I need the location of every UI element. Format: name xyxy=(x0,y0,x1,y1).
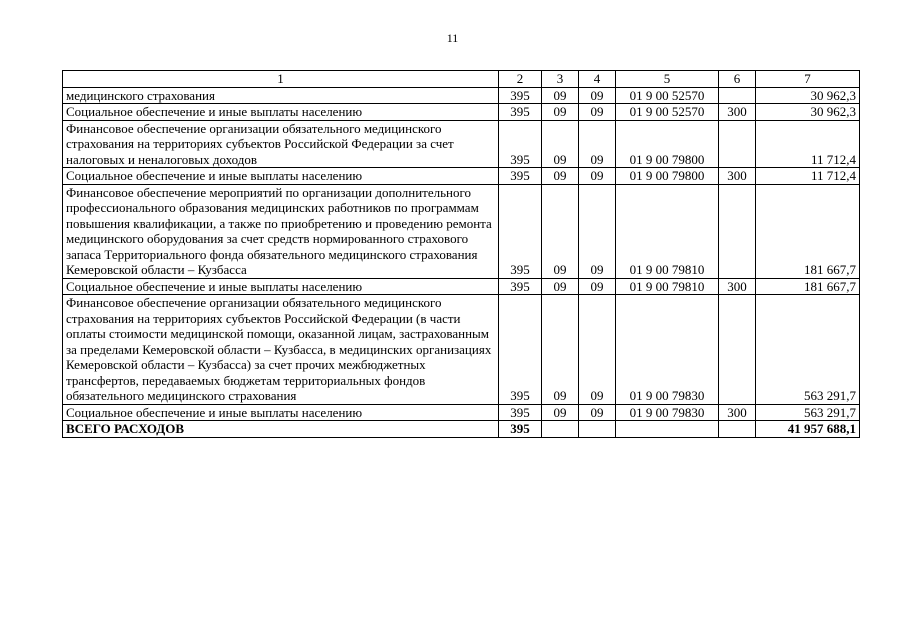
csr-code: 01 9 00 79810 xyxy=(616,278,719,295)
pr-code: 09 xyxy=(579,278,616,295)
csr-code: 01 9 00 79830 xyxy=(616,404,719,421)
column-header: 6 xyxy=(719,71,756,88)
table-row xyxy=(63,168,860,185)
table-row xyxy=(63,87,860,104)
vr-code: 300 xyxy=(719,404,756,421)
expense-name: Финансовое обеспечение мероприятий по организации дополнительного профессионального образования медицинских работников по программам повышения квалификации, а также по приобретению и проведению ремонта медицинского оборудования за счет средств нормированного страхового запаса Территориального фонда обязательного медицинского страхования Кемеровской области – Кузбасса xyxy=(63,184,499,278)
expense-name: Финансовое обеспечение организации обязательного медицинского страхования на территориях субъектов Российской Федерации за счет налоговых и неналоговых доходов xyxy=(63,120,499,168)
pr-code: 09 xyxy=(579,104,616,121)
amount: 181 667,7 xyxy=(756,278,860,295)
total-label: ВСЕГО РАСХОДОВ xyxy=(63,421,499,438)
total-gr-code: 395 xyxy=(499,421,542,438)
rz-code: 09 xyxy=(542,278,579,295)
vr-code: 300 xyxy=(719,168,756,185)
vr-code xyxy=(719,184,756,278)
amount: 11 712,4 xyxy=(756,168,860,185)
rz-code: 09 xyxy=(542,168,579,185)
total-amount: 41 957 688,1 xyxy=(756,421,860,438)
csr-code: 01 9 00 79800 xyxy=(616,168,719,185)
pr-code: 09 xyxy=(579,295,616,405)
rz-code: 09 xyxy=(542,120,579,168)
expense-name: Социальное обеспечение и иные выплаты населению xyxy=(63,278,499,295)
column-header: 5 xyxy=(616,71,719,88)
gr-code: 395 xyxy=(499,404,542,421)
gr-code: 395 xyxy=(499,278,542,295)
pr-code: 09 xyxy=(579,87,616,104)
column-header: 4 xyxy=(579,71,616,88)
empty-cell xyxy=(616,421,719,438)
table-row xyxy=(63,295,860,405)
pr-code: 09 xyxy=(579,120,616,168)
expense-name: Финансовое обеспечение организации обязательного медицинского страхования на территориях субъектов Российской Федерации (в части оплаты стоимости медицинской помощи, оказанной лицам, застрахованным за пределами Кемеровской области – Кузбасса, в медицинских организациях Кемеровской области – Кузбасса) за счет прочих межбюджетных трансфертов, передаваемых бюджетам территориальных фондов обязательного медицинского страхования xyxy=(63,295,499,405)
total-row xyxy=(63,421,860,438)
rz-code: 09 xyxy=(542,404,579,421)
pr-code: 09 xyxy=(579,184,616,278)
vr-code xyxy=(719,120,756,168)
gr-code: 395 xyxy=(499,168,542,185)
rz-code: 09 xyxy=(542,295,579,405)
gr-code: 395 xyxy=(499,120,542,168)
expenditure-table xyxy=(62,70,860,438)
column-header: 1 xyxy=(63,71,499,88)
amount: 11 712,4 xyxy=(756,120,860,168)
table-header-row xyxy=(63,71,860,88)
table-row xyxy=(63,184,860,278)
amount: 181 667,7 xyxy=(756,184,860,278)
table-row xyxy=(63,104,860,121)
rz-code: 09 xyxy=(542,104,579,121)
vr-code xyxy=(719,87,756,104)
vr-code xyxy=(719,295,756,405)
rz-code: 09 xyxy=(542,184,579,278)
gr-code: 395 xyxy=(499,295,542,405)
amount: 30 962,3 xyxy=(756,87,860,104)
amount: 563 291,7 xyxy=(756,404,860,421)
pr-code: 09 xyxy=(579,404,616,421)
vr-code: 300 xyxy=(719,104,756,121)
expense-name: Социальное обеспечение и иные выплаты населению xyxy=(63,168,499,185)
empty-cell xyxy=(542,421,579,438)
rz-code: 09 xyxy=(542,87,579,104)
expense-name: Социальное обеспечение и иные выплаты населению xyxy=(63,104,499,121)
column-header: 2 xyxy=(499,71,542,88)
csr-code: 01 9 00 79800 xyxy=(616,120,719,168)
amount: 563 291,7 xyxy=(756,295,860,405)
expense-name: Социальное обеспечение и иные выплаты населению xyxy=(63,404,499,421)
empty-cell xyxy=(719,421,756,438)
csr-code: 01 9 00 52570 xyxy=(616,87,719,104)
gr-code: 395 xyxy=(499,184,542,278)
column-header: 3 xyxy=(542,71,579,88)
column-header: 7 xyxy=(756,71,860,88)
gr-code: 395 xyxy=(499,104,542,121)
page-number: 11 xyxy=(446,31,459,45)
csr-code: 01 9 00 79810 xyxy=(616,184,719,278)
empty-cell xyxy=(579,421,616,438)
table-row xyxy=(63,404,860,421)
csr-code: 01 9 00 79830 xyxy=(616,295,719,405)
vr-code: 300 xyxy=(719,278,756,295)
gr-code: 395 xyxy=(499,87,542,104)
amount: 30 962,3 xyxy=(756,104,860,121)
table-row xyxy=(63,120,860,168)
expense-name: медицинского страхования xyxy=(63,87,499,104)
pr-code: 09 xyxy=(579,168,616,185)
csr-code: 01 9 00 52570 xyxy=(616,104,719,121)
table-row xyxy=(63,278,860,295)
